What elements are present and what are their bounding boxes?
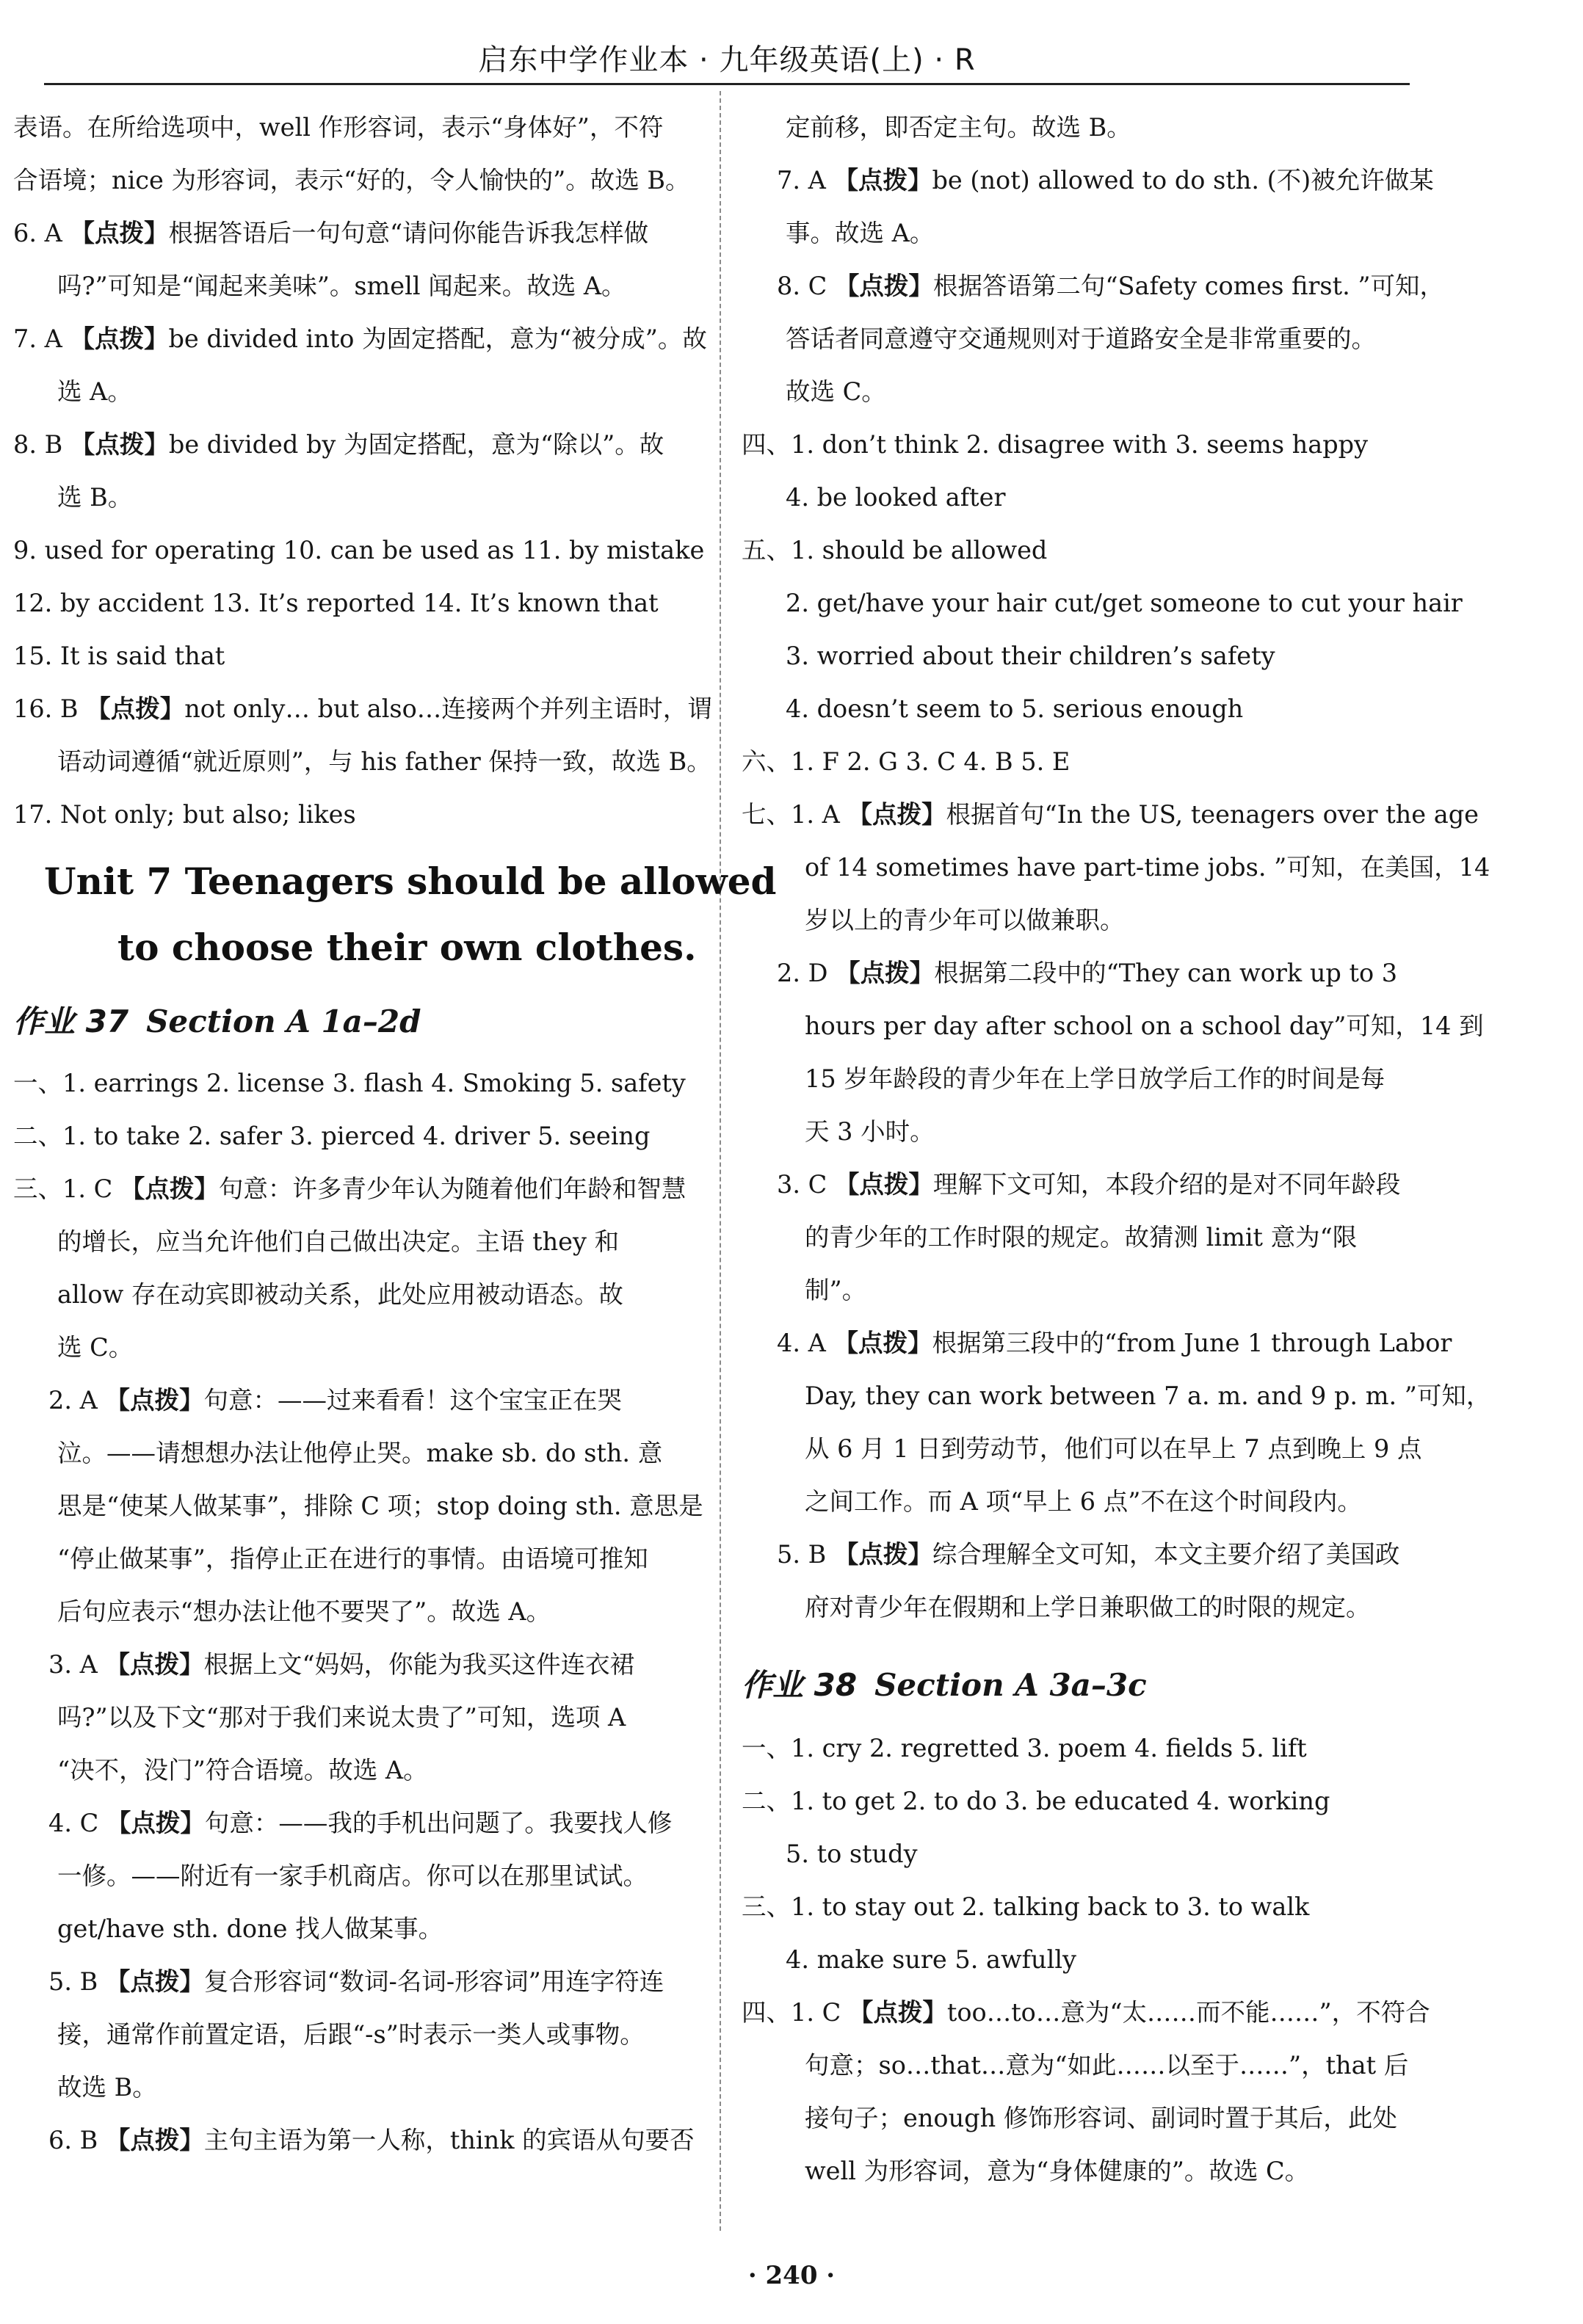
explanation: too…to…意为“太……而不能……”，不符合 <box>946 1998 1430 2027</box>
text-line: 语动词遵循“就近原则”，与 his father 保持一致，故选 B。 <box>57 747 711 776</box>
tip-label: 【点拨】 <box>120 1174 219 1203</box>
text-line: 事。故选 A。 <box>786 219 935 247</box>
tip-label: 【点拨】 <box>70 324 169 353</box>
text-line: 泣。——请想想办法让他停止哭。make sb. do sth. 意 <box>57 1439 663 1467</box>
answer-line: 5. to study <box>786 1840 918 1868</box>
explanation: 根据首句“In the US, teenagers over the age <box>946 800 1479 829</box>
explanation: 主句主语为第一人称，think 的宾语从句要否 <box>203 2126 695 2154</box>
text-line: Day, they can work between 7 a. m. and 9 p. m. ”可知， <box>805 1381 1491 1410</box>
answer-line: 一、1. earrings 2. license 3. flash 4. Smoking 5. safety <box>13 1069 686 1097</box>
text-line: 合语境；nice 为形容词，表示“好的，令人愉快的”。故选 B。 <box>13 166 690 195</box>
answer-item <box>742 1986 1432 2039</box>
answer-key: 16. B <box>13 694 79 723</box>
text-line: well 为形容词，意为“身体健康的”。故选 C。 <box>805 2157 1310 2185</box>
answer-item <box>742 1158 1432 1211</box>
unit-title <box>13 849 777 981</box>
tip-label: 【点拨】 <box>105 1967 204 1996</box>
answer-line: 4. make sure 5. awfully <box>786 1945 1076 1974</box>
answer-item <box>13 1374 703 1427</box>
text-line: 接句子；enough 修饰形容词、副词时置于其后，此处 <box>805 2104 1397 2132</box>
tip-label: 【点拨】 <box>834 272 933 300</box>
answer-key: 5. B <box>48 1967 98 1996</box>
text-line: 答话者同意遵守交通规则对于道路安全是非常重要的。 <box>786 324 1376 353</box>
text-line: “停止做某事”，指停止正在进行的事情。由语境可推知 <box>57 1544 648 1573</box>
text-line: allow 存在动宾即被动关系，此处应用被动语态。故 <box>57 1280 623 1309</box>
text-line: 选 C。 <box>57 1333 134 1362</box>
tip-label: 【点拨】 <box>105 2126 204 2154</box>
text-line: 一修。——附近有一家手机商店。你可以在那里试试。 <box>57 1862 648 1890</box>
explanation: be divided by 为固定搭配，意为“除以”。故 <box>168 430 664 459</box>
text-line: 选 A。 <box>57 377 132 406</box>
answer-item <box>742 1317 1452 1370</box>
tip-label: 【点拨】 <box>834 1170 933 1199</box>
explanation: be (not) allowed to do sth. (不)被允许做某 <box>932 166 1434 195</box>
text-line: 从 6 月 1 日到劳动节，他们可以在早上 7 点到晚上 9 点 <box>805 1434 1422 1463</box>
explanation: 理解下文可知，本段介绍的是对不同年龄段 <box>932 1170 1401 1199</box>
answer-item <box>742 154 1432 207</box>
explanation: 句意：——我的手机出问题了。我要找人修 <box>204 1809 673 1837</box>
answer-item <box>13 2114 703 2167</box>
text-line: 后句应表示“想办法让他不要哭了”。故选 A。 <box>57 1597 551 1626</box>
answer-item <box>13 1163 703 1216</box>
answer-key: 三、1. C <box>13 1174 113 1203</box>
answer-line: 2. get/have your hair cut/get someone to cut your hair <box>786 589 1463 617</box>
tip-label: 【点拨】 <box>86 694 185 723</box>
homework-heading <box>13 995 703 1048</box>
homework-section: Section A 3a–3c <box>874 1667 1147 1703</box>
text-line: 吗?”可知是“闻起来美味”。smell 闻起来。故选 A。 <box>57 272 626 300</box>
left-column <box>13 101 777 2167</box>
answer-item <box>13 683 712 736</box>
answer-item <box>742 788 1479 841</box>
answer-key: 6. A <box>13 219 62 247</box>
answer-key: 3. A <box>48 1650 98 1679</box>
answer-key: 7. A <box>13 324 62 353</box>
explanation: 综合理解全文可知，本文主要介绍了美国政 <box>932 1540 1400 1569</box>
homework-label: 作业 37 <box>13 1003 129 1039</box>
text-line: “决不，没门”符合语境。故选 A。 <box>57 1756 428 1784</box>
answer-key: 2. D <box>777 959 828 987</box>
unit-title-line-1: Unit 7 Teenagers should be allowed <box>44 860 777 903</box>
answer-line: 四、1. don’t think 2. disagree with 3. seems happy <box>742 430 1369 459</box>
right-column <box>742 101 1491 2198</box>
answer-key: 七、1. A <box>742 800 840 829</box>
explanation: 句意：——过来看看！这个宝宝正在哭 <box>203 1386 622 1415</box>
answer-line: 4. doesn’t seem to 5. serious enough <box>786 694 1244 723</box>
text-line: 表语。在所给选项中，well 作形容词，表示“身体好”，不符 <box>13 113 664 142</box>
column-divider <box>720 91 721 2231</box>
answer-item <box>742 260 1445 313</box>
text-line: 接，通常作前置定语，后跟“-s”时表示一类人或事物。 <box>57 2020 645 2049</box>
answer-line: 17. Not only; but also; likes <box>13 800 356 829</box>
answer-item <box>13 1638 703 1691</box>
tip-label: 【点拨】 <box>106 1809 205 1837</box>
tip-label: 【点拨】 <box>847 800 946 829</box>
answer-key: 8. C <box>777 272 827 300</box>
tip-label: 【点拨】 <box>848 1998 947 2027</box>
text-line: get/have sth. done 找人做某事。 <box>57 1914 443 1943</box>
page-number: · 240 · <box>747 2261 836 2290</box>
text-line: 府对青少年在假期和上学日兼职做工的时限的规定。 <box>805 1593 1371 1622</box>
answer-line: 15. It is said that <box>13 642 225 670</box>
running-header: 启东中学作业本 · 九年级英语(上) · R <box>478 43 976 77</box>
header-rule <box>44 83 1410 85</box>
homework-heading <box>742 1659 1432 1712</box>
answer-item <box>742 1528 1432 1581</box>
answer-item <box>13 1797 703 1850</box>
answer-item <box>13 207 703 260</box>
answer-key: 6. B <box>48 2126 98 2154</box>
answer-line: 六、1. F 2. G 3. C 4. B 5. E <box>742 747 1071 776</box>
text-line: of 14 sometimes have part-time jobs. ”可知，在美国，14 <box>805 853 1490 882</box>
tip-label: 【点拨】 <box>70 430 169 459</box>
answer-item <box>13 418 703 471</box>
answer-line: 12. by accident 13. It’s reported 14. It’s known that <box>13 589 659 617</box>
answer-line: 二、1. to take 2. safer 3. pierced 4. driver 5. seeing <box>13 1122 651 1150</box>
text-line: 的青少年的工作时限的规定。故猜测 limit 意为“限 <box>805 1223 1358 1252</box>
homework-label: 作业 38 <box>742 1667 858 1703</box>
explanation: 根据答语后一句句意“请问你能告诉我怎样做 <box>168 219 649 247</box>
tip-label: 【点拨】 <box>833 166 932 195</box>
answer-line: 3. worried about their children’s safety <box>786 642 1275 670</box>
text-line: 选 B。 <box>57 483 133 512</box>
tip-label: 【点拨】 <box>836 959 935 987</box>
text-line: 15 岁年龄段的青少年在上学日放学后工作的时间是每 <box>805 1064 1385 1093</box>
answer-line: 9. used for operating 10. can be used as 11. by mistake <box>13 536 705 564</box>
text-line: 天 3 小时。 <box>805 1117 935 1146</box>
tip-label: 【点拨】 <box>833 1329 932 1357</box>
answer-item <box>742 947 1432 1000</box>
answer-key: 2. A <box>48 1386 98 1415</box>
answer-key: 4. C <box>48 1809 99 1837</box>
tip-label: 【点拨】 <box>105 1386 204 1415</box>
text-line: 思是“使某人做某事”，排除 C 项；stop doing sth. 意思是 <box>57 1492 703 1520</box>
unit-title-line-2: to choose their own clothes. <box>117 926 697 969</box>
explanation: not only… but also…连接两个并列主语时，谓 <box>184 694 712 723</box>
explanation: 根据第三段中的“from June 1 through Labor <box>932 1329 1452 1357</box>
text-line: 故选 C。 <box>786 377 886 406</box>
answer-line: 三、1. to stay out 2. talking back to 3. to walk <box>742 1892 1310 1921</box>
text-line: 的增长，应当允许他们自己做出决定。主语 they 和 <box>57 1227 620 1256</box>
text-line: 岁以上的青少年可以做兼职。 <box>805 906 1125 934</box>
tip-label: 【点拨】 <box>105 1650 204 1679</box>
answer-key: 4. A <box>777 1329 826 1357</box>
explanation: 根据上文“妈妈，你能为我买这件连衣裙 <box>203 1650 635 1679</box>
explanation: 根据答语第二句“Safety comes first. ”可知， <box>932 272 1445 300</box>
answer-line: 一、1. cry 2. regretted 3. poem 4. fields 5. lift <box>742 1734 1307 1762</box>
tip-label: 【点拨】 <box>70 219 169 247</box>
homework-section: Section A 1a–2d <box>146 1003 421 1039</box>
text-line: 吗?”以及下文“那对于我们来说太贵了”可知，选项 A <box>57 1703 626 1732</box>
answer-key: 7. A <box>777 166 826 195</box>
answer-item <box>13 313 707 366</box>
explanation: be divided into 为固定搭配，意为“被分成”。故 <box>168 324 707 353</box>
answer-line: 二、1. to get 2. to do 3. be educated 4. working <box>742 1787 1330 1815</box>
explanation: 复合形容词“数词-名词-形容词”用连字符连 <box>203 1967 664 1996</box>
text-line: 之间工作。而 A 项“早上 6 点”不在这个时间段内。 <box>805 1487 1362 1516</box>
answer-key: 5. B <box>777 1540 827 1569</box>
tip-label: 【点拨】 <box>833 1540 932 1569</box>
explanation: 句意：许多青少年认为随着他们年龄和智慧 <box>218 1174 687 1203</box>
text-line: 制”。 <box>805 1276 867 1304</box>
text-line: 定前移，即否定主句。故选 B。 <box>786 113 1131 142</box>
answer-line: 4. be looked after <box>786 483 1006 512</box>
text-line: hours per day after school on a school day”可知，14 到 <box>805 1012 1484 1040</box>
text-line: 故选 B。 <box>57 2073 157 2102</box>
answer-key: 四、1. C <box>742 1998 841 2027</box>
explanation: 根据第二段中的“They can work up to 3 <box>934 959 1398 987</box>
answer-key: 3. C <box>777 1170 827 1199</box>
answer-item <box>13 1956 703 2008</box>
answer-line: 五、1. should be allowed <box>742 536 1048 564</box>
answer-key: 8. B <box>13 430 63 459</box>
text-line: 句意；so…that…意为“如此……以至于……”，that 后 <box>805 2051 1409 2080</box>
